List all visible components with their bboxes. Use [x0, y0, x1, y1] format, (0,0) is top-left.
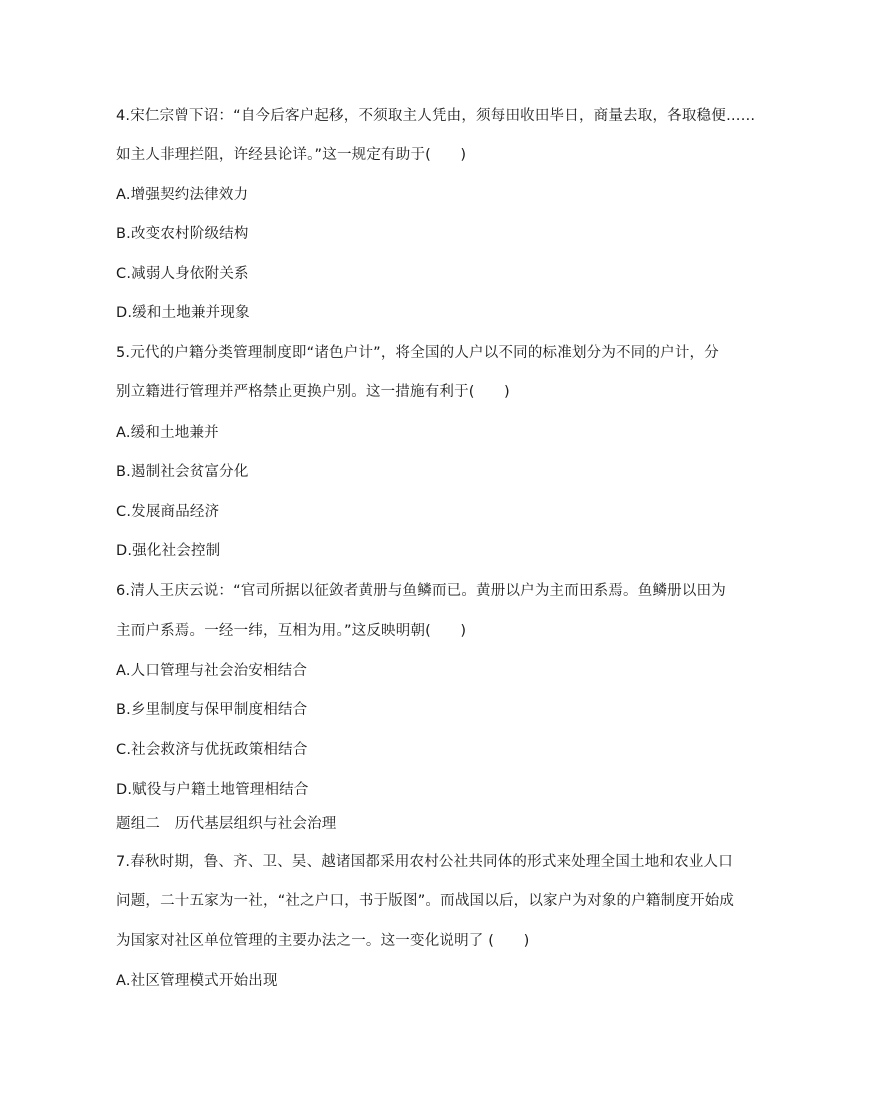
question-4-option-b: B.改变农村阶级结构 [116, 226, 249, 242]
question-4-option-d: D.缓和土地兼并现象 [116, 305, 250, 321]
question-5-stem-line-2: 别立籍进行管理并严格禁止更换户别。这一措施有利于( ) [116, 384, 510, 400]
question-4-stem-line-2: 如主人非理拦阻，许经县论详。”这一规定有助于( ) [116, 147, 467, 163]
question-5-option-a: A.缓和土地兼并 [116, 425, 219, 441]
section-title: 题组二 历代基层组织与社会治理 [116, 816, 337, 832]
question-6-option-c: C.社会救济与优抚政策相结合 [116, 742, 308, 758]
question-4-stem-line-1: 4.宋仁宗曾下诏：“自今后客户起移，不须取主人凭由，须每田收田毕日，商量去取，各取稳便…… [116, 108, 756, 124]
question-7-stem-line-3: 为国家对社区单位管理的主要办法之一。这一变化说明了 ( ) [116, 933, 530, 949]
question-7-stem-line-2: 问题，二十五家为一社，“社之户口，书于版图”。而战国以后，以家户为对象的户籍制度开始成 [116, 893, 735, 909]
question-5-option-b: B.遏制社会贫富分化 [116, 464, 249, 480]
question-5-option-c: C.发展商品经济 [116, 504, 220, 520]
question-4-option-c: C.减弱人身依附关系 [116, 266, 249, 282]
question-6-stem-line-2: 主而户系焉。一经一纬，互相为用。”这反映明朝( ) [116, 623, 467, 639]
question-4-option-a: A.增强契约法律效力 [116, 187, 249, 203]
question-5-option-d: D.强化社会控制 [116, 543, 221, 559]
question-6-stem-line-1: 6.清人王庆云说：“官司所据以征敛者黄册与鱼鳞而已。黄册以户为主而田系焉。鱼鳞册以田为 [116, 583, 726, 599]
question-6-option-a: A.人口管理与社会治安相结合 [116, 663, 308, 679]
question-7-stem-line-1: 7.春秋时期，鲁、齐、卫、吴、越诸国都采用农村公社共同体的形式来处理全国土地和农业人口 [116, 854, 733, 870]
question-7-option-a: A.社区管理模式开始出现 [116, 973, 278, 989]
question-6-option-b: B.乡里制度与保甲制度相结合 [116, 702, 308, 718]
question-6-option-d: D.赋役与户籍土地管理相结合 [116, 782, 309, 798]
question-5-stem-line-1: 5.元代的户籍分类管理制度即“诸色户计”，将全国的人户以不同的标准划分为不同的户计，分 [116, 345, 719, 361]
